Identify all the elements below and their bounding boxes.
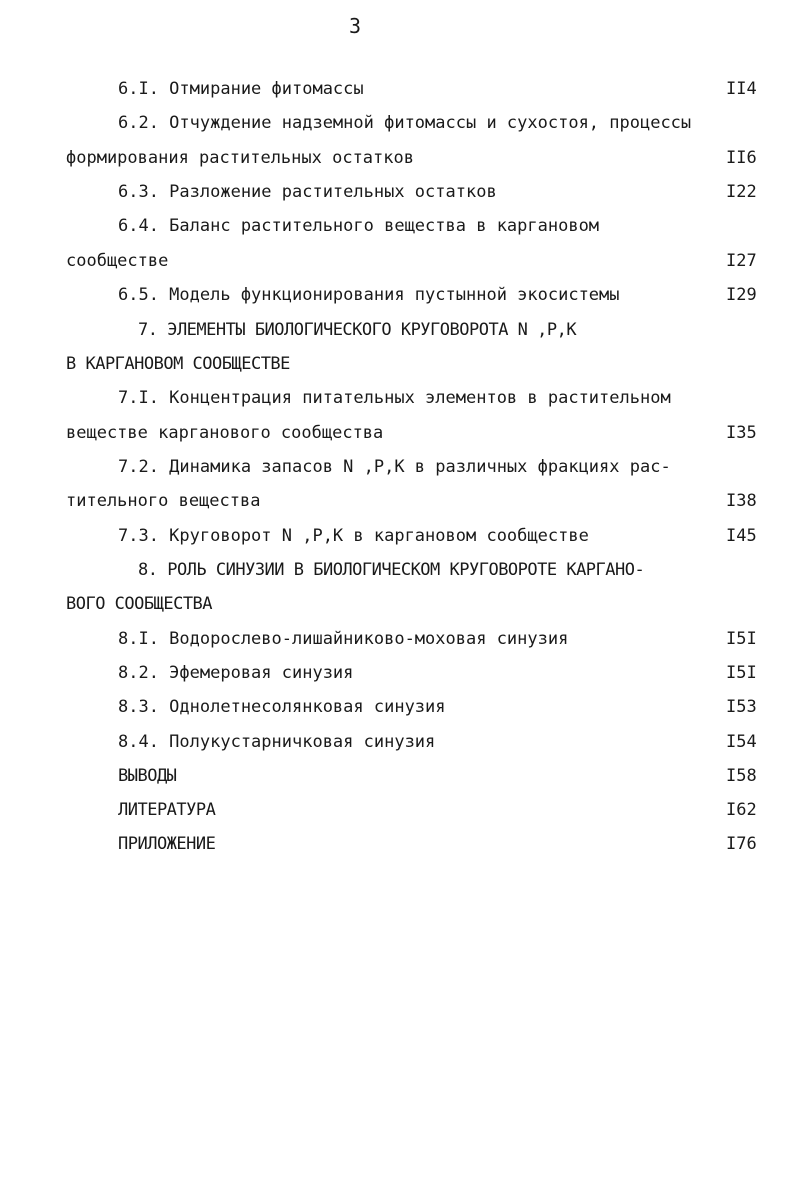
toc-entry-8-1: 8.I. Водорослево-лишайниково-моховая синузия (118, 629, 569, 649)
toc-page-8-4: I54 (726, 732, 757, 752)
toc-entry-6-1: 6.I. Отмирание фитомассы (118, 79, 364, 99)
toc-chapter-8-line1: 8. РОЛЬ СИНУЗИИ В БИОЛОГИЧЕСКОМ КРУГОВОРОТЕ КАРГАНО- (138, 560, 645, 580)
toc-entry-7-1-line1: 7.I. Концентрация питательных элементов в растительном (118, 388, 671, 408)
toc-entry-7-2-line2: тительного вещества (66, 491, 261, 511)
toc-entry-8-2: 8.2. Эфемеровая синузия (118, 663, 354, 683)
toc-page-literature: I62 (726, 800, 757, 820)
toc-entry-8-4: 8.4. Полукустарничковая синузия (118, 732, 436, 752)
toc-entry-conclusions: ВЫВОДЫ (118, 766, 177, 786)
toc-entry-appendix: ПРИЛОЖЕНИЕ (118, 834, 216, 854)
toc-page-6-5: I29 (726, 285, 757, 305)
toc-page-6-4: I27 (726, 251, 757, 271)
toc-page-8-2: I5I (726, 663, 757, 683)
toc-entry-6-4-line2: сообществе (66, 251, 169, 271)
toc-chapter-7-line1: 7. ЭЛЕМЕНТЫ БИОЛОГИЧЕСКОГО КРУГОВОРОТА N ,P,K (138, 320, 577, 340)
toc-entry-6-5: 6.5. Модель функционирования пустынной экосистемы (118, 285, 620, 305)
toc-page-8-3: I53 (726, 697, 757, 717)
toc-page-6-1: II4 (726, 79, 757, 99)
toc-page-7-3: I45 (726, 526, 757, 546)
toc-entry-6-2-line2: формирования растительных остатков (66, 148, 414, 168)
toc-entry-7-1-line2: веществе карганового сообщества (66, 423, 384, 443)
toc-entry-7-3: 7.3. Круговорот N ,P,K в каргановом сообществе (118, 526, 589, 546)
toc-page-8-1: I5I (726, 629, 757, 649)
toc-page-7-1: I35 (726, 423, 757, 443)
page-number: 3 (348, 14, 362, 38)
toc-chapter-7-line2: В КАРГАНОВОМ СООБЩЕСТВЕ (66, 354, 290, 374)
toc-page-7-2: I38 (726, 491, 757, 511)
toc-entry-7-2-line1: 7.2. Динамика запасов N ,P,K в различных фракциях рас- (118, 457, 671, 477)
toc-entry-8-3: 8.3. Однолетнесолянковая синузия (118, 697, 446, 717)
toc-page-6-3: I22 (726, 182, 757, 202)
toc-entry-6-4-line1: 6.4. Баланс растительного вещества в каргановом (118, 216, 600, 236)
toc-entry-6-3: 6.3. Разложение растительных остатков (118, 182, 497, 202)
toc-entry-6-2-line1: 6.2. Отчуждение надземной фитомассы и сухостоя, процессы (118, 113, 692, 133)
toc-page-6-2: II6 (726, 148, 757, 168)
toc-page-conclusions: I58 (726, 766, 757, 786)
toc-entry-literature: ЛИТЕРАТУРА (118, 800, 216, 820)
toc-page-appendix: I76 (726, 834, 757, 854)
toc-chapter-8-line2: ВОГО СООБЩЕСТВА (66, 594, 213, 614)
